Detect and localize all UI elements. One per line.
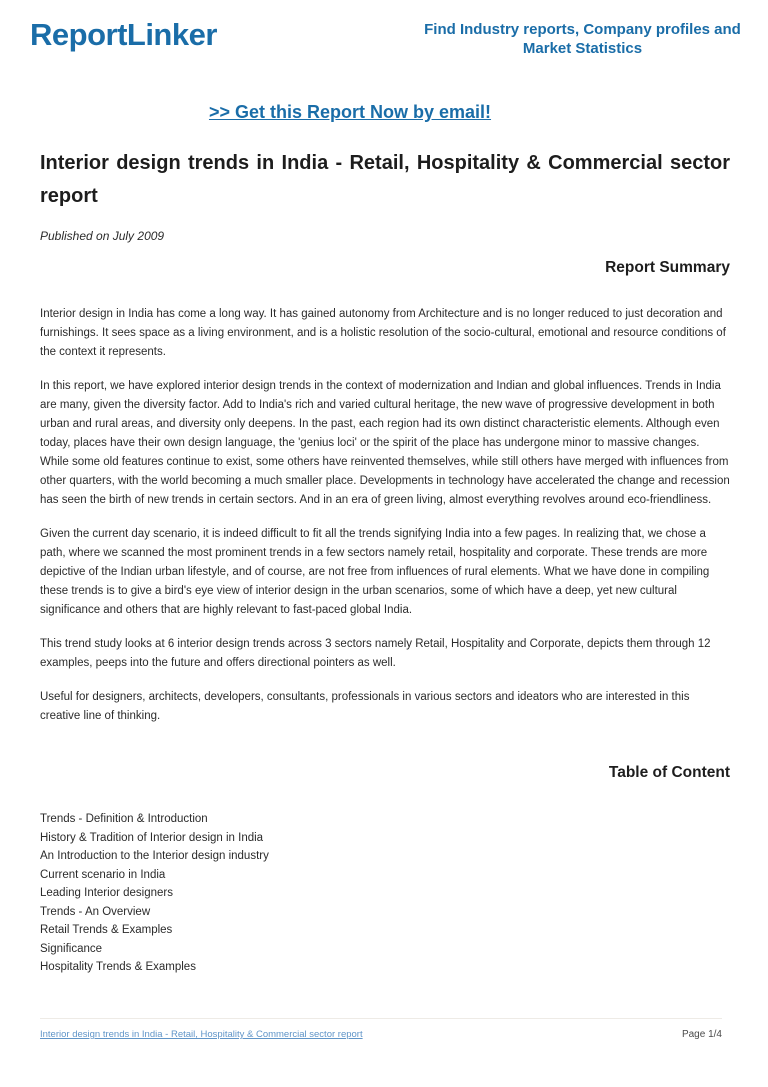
page-header bbox=[0, 0, 768, 58]
toc-item: Retail Trends & Examples bbox=[40, 924, 173, 936]
toc-item: Significance bbox=[40, 942, 103, 955]
summary-paragraph: Given the current day scenario, it is indeed difficult to fit all the trends signifying India into a few pages. In realizing that, we chose a path, where we scanned the most prominent trends in a few sectors namely retail, hospitality and corporate. These trends are more depictive of the Indian urban lifestyle, and of course, are not free from influences of rural elements. What we have done in compiling these trends is to give a bird's eye view of interior design in the urban scenarios, some of which have a deep, yet new cultural significance and others that are highly relevant to fast-paced global India. bbox=[40, 528, 710, 616]
reportlinker-logo[interactable]: ReportLinker bbox=[30, 17, 217, 52]
header-tagline: Find Industry reports, Company profiles and Market Statistics bbox=[424, 21, 741, 57]
toc-item: An Introduction to the Interior design industry bbox=[40, 850, 269, 862]
page-number: Page 1/4 bbox=[681, 1029, 722, 1040]
page-footer bbox=[40, 1018, 722, 1040]
report-title: Interior design trends in India - Retail, Hospitality & Commercial sector report bbox=[40, 152, 730, 207]
report-summary-heading: Report Summary bbox=[605, 259, 730, 276]
summary-paragraph: Useful for designers, architects, developers, consultants, professionals in various sectors and ideators who are interested in this creative line of thinking. bbox=[40, 691, 690, 722]
toc-item: Trends - An Overview bbox=[40, 905, 151, 918]
footer-report-link[interactable]: Interior design trends in India - Retail, Hospitality & Commercial sector report bbox=[40, 1029, 363, 1040]
summary-paragraph: In this report, we have explored interior design trends in the context of modernization and Indian and global influences. Trends in India are many, given the diversity factor. Add to India's rich and varied cultural heritage, the new wave of progressive development in both urban and rural areas, and diversity only deepens. In the past, each region had its own distinct characteristic elements. Although even today, places have their own design language, the 'genius loci' or the spirit of the place has undergone minor to massive changes. While some old features continue to exist, some others have reinvented themselves, while still others have merged with influences from other quarters, with the world becoming a much smaller place. Developments in technology have accelerated the change and recession has seen the birth of new trends in certain sectors. And in an era of green living, almost everything revolves around eco-friendliness. bbox=[40, 380, 730, 506]
table-of-contents bbox=[40, 810, 730, 977]
cta-row bbox=[0, 102, 700, 123]
toc-heading: Table of Content bbox=[608, 764, 730, 781]
toc-item: Trends - Definition & Introduction bbox=[40, 813, 208, 825]
toc-item: Current scenario in India bbox=[40, 868, 166, 881]
toc-item: Hospitality Trends & Examples bbox=[40, 961, 196, 973]
published-date: Published on July 2009 bbox=[40, 229, 165, 243]
get-report-email-link[interactable]: >> Get this Report Now by email! bbox=[208, 102, 492, 122]
toc-item: Leading Interior designers bbox=[40, 887, 173, 899]
report-body bbox=[40, 147, 730, 977]
toc-item: History & Tradition of Interior design in India bbox=[40, 831, 264, 844]
summary-paragraph: This trend study looks at 6 interior design trends across 3 sectors namely Retail, Hospitality and Corporate, depicts them through 12 examples, peeps into the future and offers directional pointers as well. bbox=[40, 638, 711, 669]
summary-paragraph: Interior design in India has come a long way. It has gained autonomy from Architecture and is no longer reduced to just decoration and furnishings. It sees space as a living environment, and is a holistic resolution of the socio-cultural, emotional and resource conditions of the context it represents. bbox=[40, 308, 726, 358]
